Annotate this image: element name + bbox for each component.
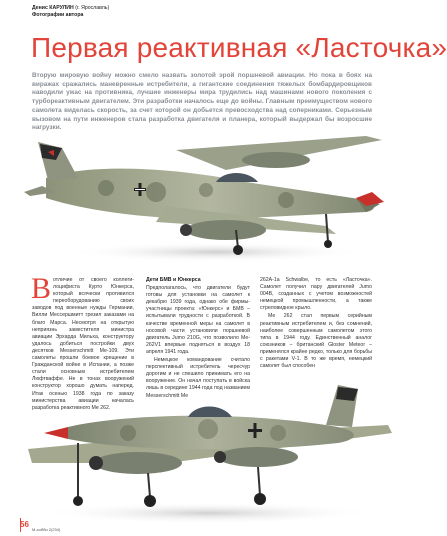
photo-credit: Фотографии автора bbox=[32, 12, 84, 18]
column-3-text: 262A-1a Schwalbe, то есть «Ласточка». Самолет получил пару двигателей Jumo 004B, созданных с учетом возможностей немецкой промышленности, а также стреловидное крыло. bbox=[260, 277, 372, 312]
author-location: (г. Ярославль) bbox=[75, 5, 110, 11]
author-name: Денис КАРУЛИН bbox=[32, 5, 74, 11]
column-3-text-2: Me 262 стал первым серийным реактивным истребителем и, без сомнений, наиболее совершенным самолетом этого типа в 1944 году. Единственный аналог союзников – британский Gloster Meteor – применялся крайне редко, только для борьбы с ракетами V-1. В то же время, немецкий самолет был способен bbox=[260, 313, 372, 370]
column-2-text-2: Немецкое командование считало перспективный истребитель чересчур дорогим и не спешило принимать его на вооружение. Он начал поступать в войска лишь в середине 1944 года под названием Messerschmitt Me bbox=[146, 357, 250, 399]
lead-paragraph: Вторую мировую войну можно смело назвать золотой эрой поршневой авиации. Но пока в боях на виражах сражались маневренные истребители, а гигантские соединения тяжелых бомбардировщиков наводили ужас на противника, лучшие инженеры мира трудились над машинами нового поколения с турбореактивным двигателем. Эти разработки началось еще до войны. Главным преимуществом нового самолета виделась скорость, за счет которой он добьется превосходства над соперниками. Серьезным вызовом на пути инженеров стала разработка двигателя и планера, который выдержал бы возросшие нагрузки. bbox=[32, 72, 372, 132]
article-title: Первая реактивная «Ласточка» bbox=[31, 32, 447, 63]
section-subhead: Дети БМВ и Юнкерса bbox=[146, 277, 201, 283]
plane-photo-bottom bbox=[8, 367, 392, 527]
drop-cap: В bbox=[31, 272, 52, 305]
author-line bbox=[32, 5, 109, 11]
issue-label: М-хобби 2(234) bbox=[32, 527, 61, 532]
plane-photo-top bbox=[26, 130, 390, 265]
column-2-text: Предполагалось, что двигатели будут готовы для установки на самолет к декабрю 1939 года, однако обе фирмы-участницы проекта: «Юнкерс» и БМВ – испытывали трудности с разработкой. В качестве временной меры на самолет в носовой части установили поршневой двигатель Jumo 210G, что позволило Me-262V1 впервые подняться в воздух 18 апреля 1941 года. bbox=[146, 285, 250, 355]
page-number: 56 bbox=[20, 520, 29, 529]
text-column-3 bbox=[260, 277, 372, 370]
column-1-text: отличие от своего коллеги-лоцифиста Курто Юнкерса, который всячески противился переоборудованию своих заводов под военные нужды Германии, Вилли Мессершмитт грезил заказами на благо Марса. Несмотря на открытую неприязнь заместителя министра авиации Эрхарда Мильха, конструктору удалось добиться постройки двух десятков Messerschmitt Me-109. Эти самолеты прошли боевое крещение в Гражданской войне в Испании, а позже стали основным истребителем Люфтваффе. Не в тонах вооружений конструктор хорошо думать наперед. Итак осенью 1938 года по заказу министерства авиации началась разработка реактивного Me 262. bbox=[32, 277, 134, 411]
